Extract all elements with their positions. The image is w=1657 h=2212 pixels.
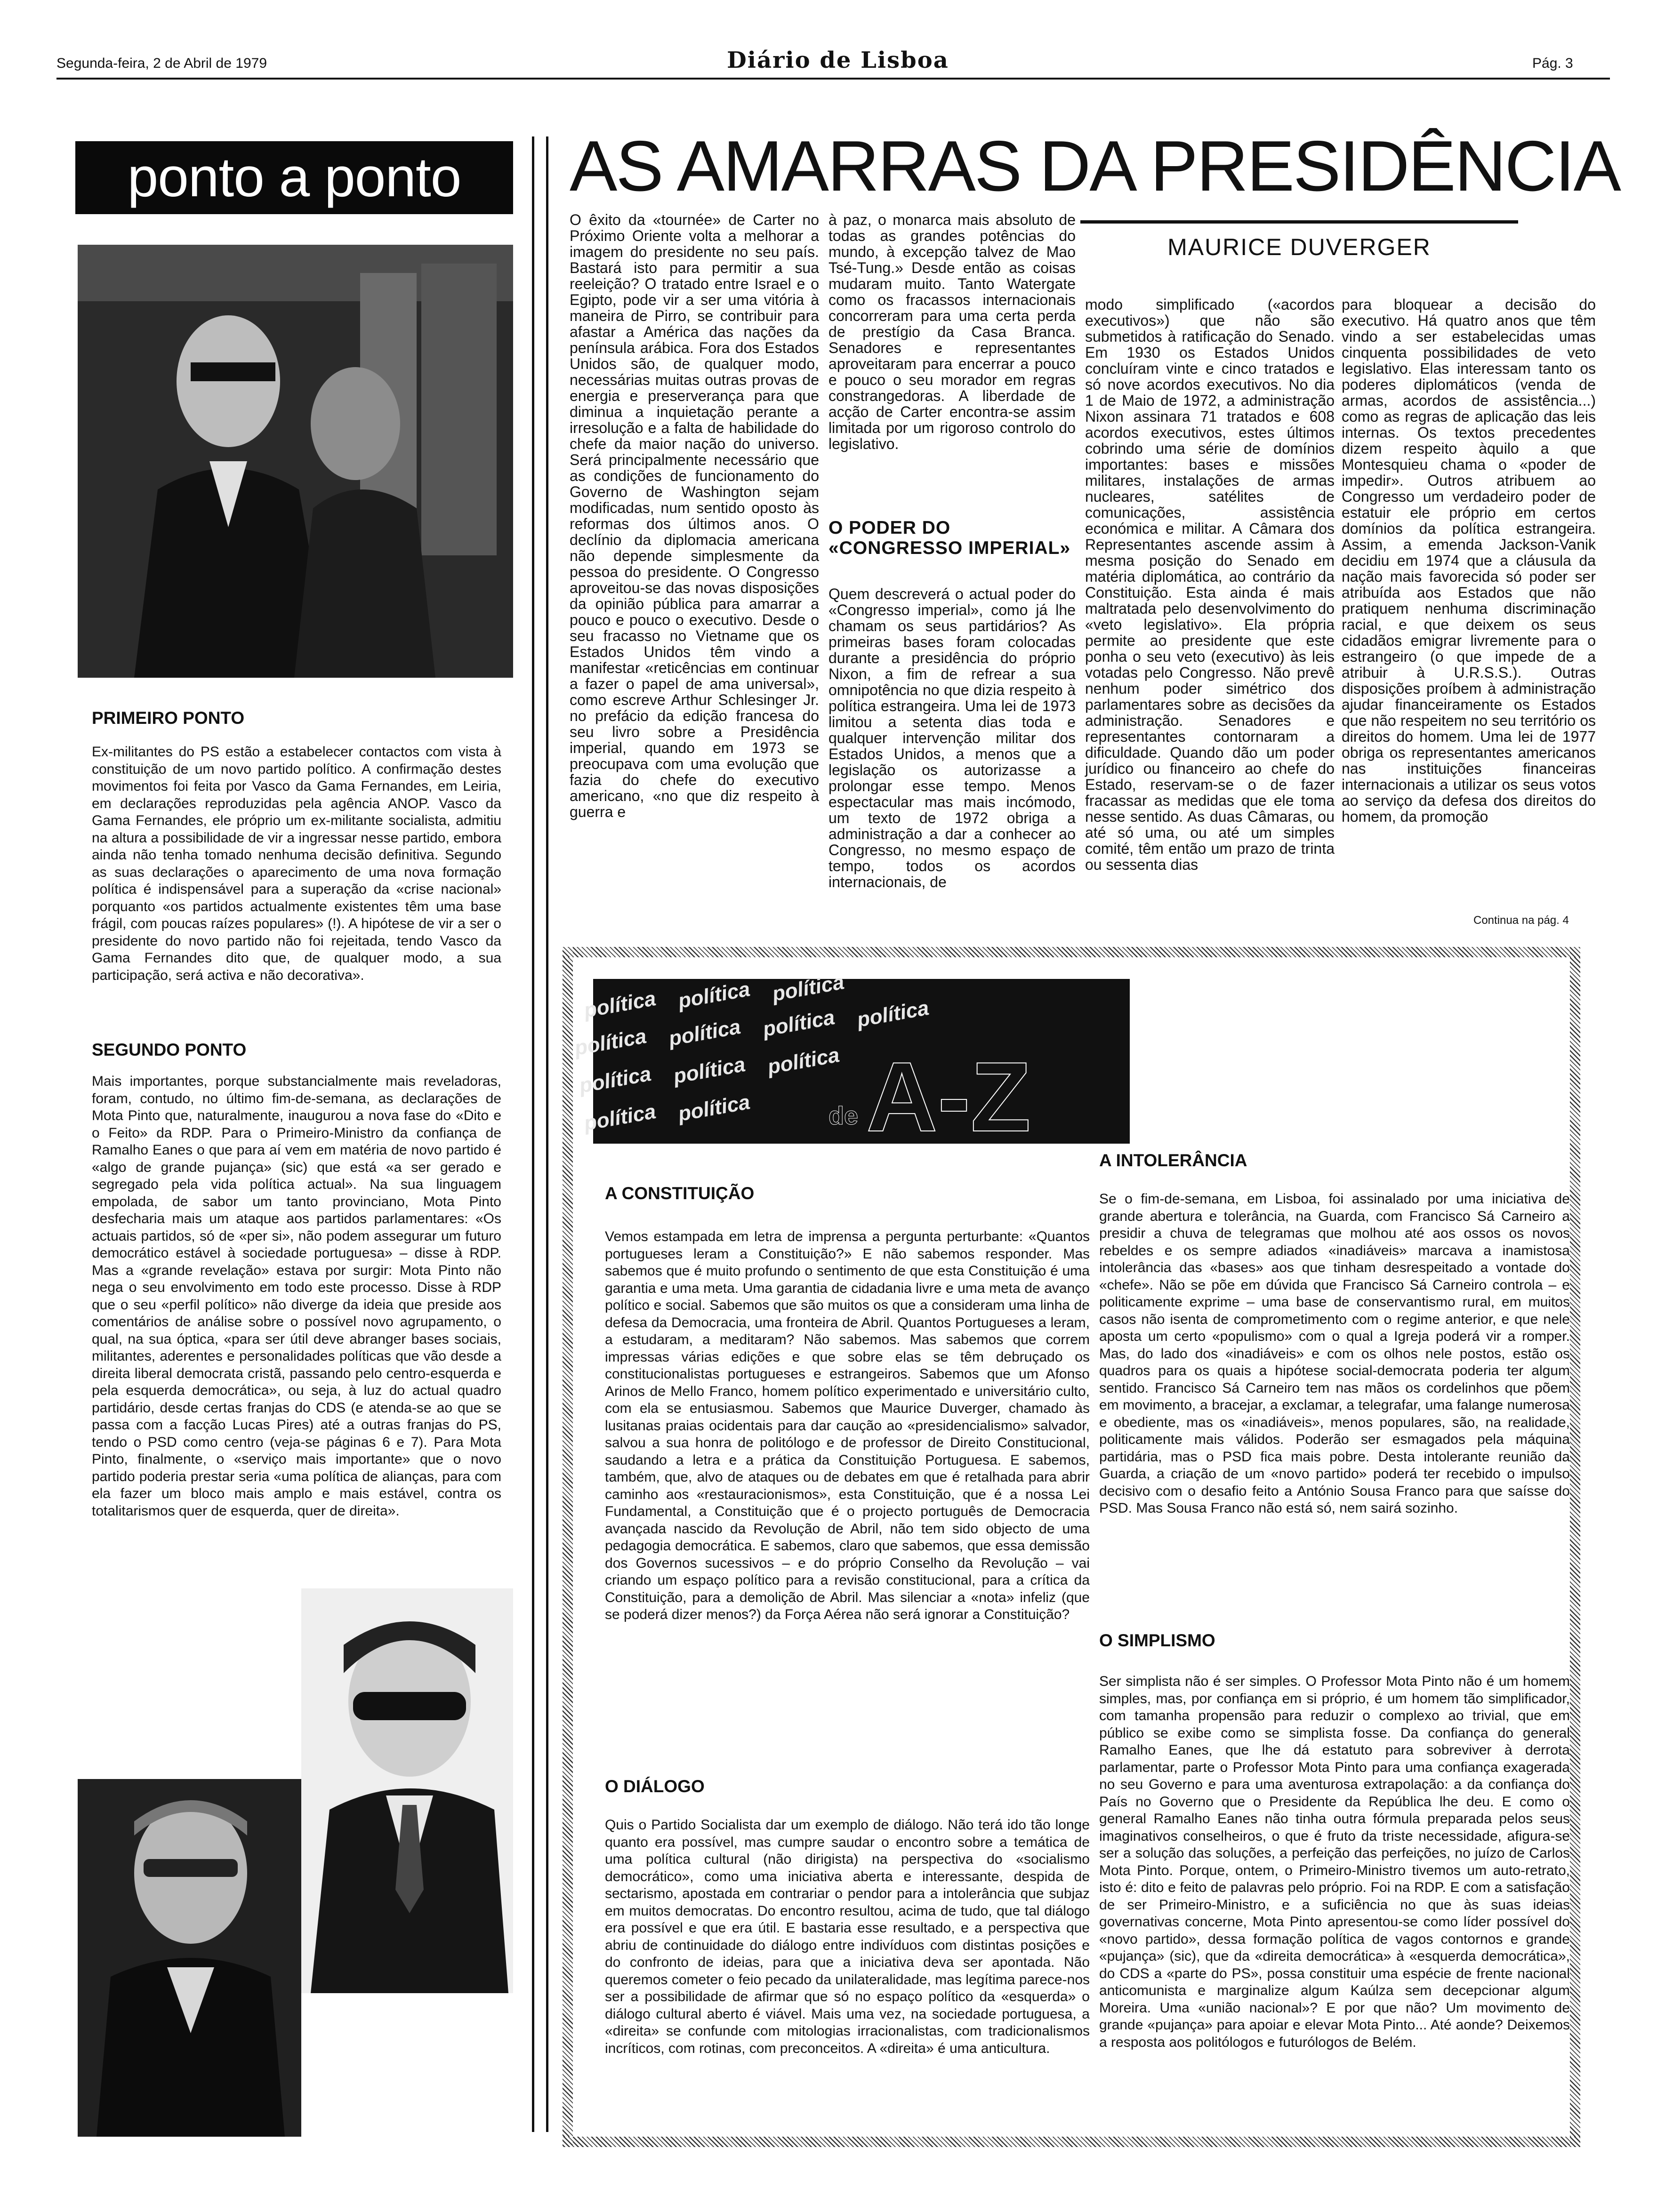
article-column-2a: à paz, o monarca mais absoluto de todas as grandes potências do mundo, à excepção talvez de Mao Tsé-Tung.» Desde então as coisas mudaram muito. Tanto Watergate como os fracassos internacionais concorreram para uma certa perda de prestígio da Casa Branca. Senadores e representantes aproveitaram para encerrar a pouco e pouco o seu morador em regras constrangedoras. A liberdade de acção de Carter encontra-se assim limitada por um rigoroso controlo do legislativo. xyxy=(828,211,1076,452)
banner-word: política xyxy=(765,1043,842,1079)
constituicao-text: Vemos estampada em letra de imprensa a pergunta perturbante: «Quantos portugueses leram a Constituição?» E não sabemos responder. Mas sabemos que é muito profundo o sentimento de que esta Constituição é uma garantia e uma meta. Uma garantia de cidadania livre e uma meta de avanço político e social. Sabemos que são muitos os que a consideram uma linha de defesa da Democracia, uma fronteira de Abril. Quantos Portugueses a leram, a estudaram, a meditaram? Não sabemos. Mas sabemos que correm impressas várias edições e que sobre elas se têm debruçado os constitucionalistas portugueses e estrangeiros. Sabemos que um Afonso Arinos de Mello Franco, homem político experimentado e universitário culto, com ela se entusiasmou. Sabemos que Maurice Duverger, chamado às lusitanas praias ocidentais para dar caução ao «presidencialismo» salvador, salvou a sua honra de politólogo e de professor de Direito Constitucional, saudando a letra e a prática da Constituição Portuguesa. E sabemos, também, que, alvo de ataques ou de debates em que é retalhada para abrir caminho aos «restauracionismos», esta Constituição, que é a nossa Lei Fundamental, a Constituição que é o projecto português de Democracia avançada nascido da Revolução de Abril, não tem sido objecto de uma pedagogia democrática. E sabemos, claro que sabemos, que essa demissão dos Governos sucessivos – e do próprio Conselho da Revolução – vai criando um espaço político para a revisão constitucional, para a crítica da Constituição, para a demolição de Abril. Mas silenciar a «nota» infeliz (que se poderá dizer menos?) da Força Aérea não será ignorar a Constituição? xyxy=(605,1229,1090,1622)
banner-word: política xyxy=(676,1090,752,1126)
banner-word: política xyxy=(577,1062,653,1098)
segundo-ponto-text: Mais importantes, porque substancialmente mais reveladoras, foram, contudo, no último fim-de-semana, as declarações de Mota Pinto que, naturalmente, inaugurou a nova fase do «Dito e o Feito» da RDP. Para o Primeiro-Ministro da confiança de Ramalho Eanes o que para aí vem em matéria de novo partido é «algo de grande pujança» (sic) que está «a ser gerado e segregado pela vida política actual». Na sua linguagem empolada, de sabor um tanto provinciano, Mota Pinto desfecharia mais um ataque aos partidos parlamentares: «Os actuais partidos, só de «per si», não podem assegurar um futuro democrático estável à sociedade portuguesa» – disse à RDP. Mas a «grande revelação» estava por surgir: Mota Pinto não nega o seu envolvimento em todo este processo. Disse à RDP que o seu «perfil político» não diverge da ideia que preside aos comentários de análise sobre o possível novo agrupamento, o qual, na sua óptica, «para ser útil deve abranger bases sociais, militantes, aderentes e personalidades políticas que vão desde a direita liberal democrata cristã, passando pelo centro-esquerda e pela esquerda democrática», ou seja, à luz do actual quadro partidário, desde certas franjas do CDS (e atenda-se ao que se passa com a facção Lucas Pires) até a outras franjas do PS, tendo o PSD como centro (veja-se páginas 6 e 7). Para Mota Pinto, finalmente, o «serviço mais importante» que o novo partido poderia prestar seria «uma política de alianças, para com ela fazer um bloco mais amplo e mais estável, contra os totalitarismos quer de esquerda, quer de direita». xyxy=(92,1074,501,1519)
segundo-ponto-heading: SEGUNDO PONTO xyxy=(92,1040,247,1059)
intolerancia-text: Se o fim-de-semana, em Lisboa, foi assinalado por uma iniciativa de grande abertura e tolerância, na Guarda, com Francisco Sá Carneiro a presidir a chuva de telegramas que molhou até aos ossos os novos rebeldes e os sempre adiados «inadiáveis» marcava a inamistosa intolerância das «bases» aos que tinham desrespeitado a vontade do «chefe». Não se põe em dúvida que Francisco Sá Carneiro controla – e politicamente exprime – uma base de conservantismo rural, em muitos casos não isenta de comprometimento com o regime anterior, e que nele aposta um certo «populismo» com o qual a Igreja poderá vir a romper. Mas, do lado dos «inadiáveis» e com os olhos nele postos, estão os quadros para os quais a hipótese social-democrata poderia ter algum sentido. Francisco Sá Carneiro tem nas mãos os cordelinhos que põem em movimento, a bracejar, a exclamar, a telegrafar, uma falange numerosa e obediente, mas os «inadiáveis», menos populares, são, na realidade, politicamente mais válidos. Poderão ser esmagados pela máquina partidária, mas o PSD fica mais pobre. Desta intolerante reunião da Guarda, a criação de um «novo partido» poderá ter recebido o impulso decisivo com o desafio feito a António Sousa Franco para que saísse do PSD. Mas Sousa Franco não está só, nem sairá sozinho. xyxy=(1099,1191,1570,1516)
masthead: Diário de Lisboa xyxy=(727,47,949,73)
simplismo-text: Ser simplista não é ser simples. O Professor Mota Pinto não é um homem simples, mas, por confiança em si próprio, é um homem tão simplificador, com tamanha propensão para reduzir o complexo ao trivial, que em público se exibe como se simplista fosse. Da confiança do general Ramalho Eanes, que lhe dá estatuto para sobreviver à derrota parlamentar, parte o Professor Mota Pinto para uma confiança exagerada no seu Governo e para uma aventurosa extrapolação: a da confiança do País no Governo que o Presidente da República lhe deu. E como o general Ramalho Eanes não tinha outra fórmula preparada pelos seus imaginativos conselheiros, o que é fruto da triste necessidade, afigura-se ser a solução das soluções, a perfeição das perfeições, no juízo de Carlos Mota Pinto. Porque, ontem, o Primeiro-Ministro tivemos um auto-retrato, isto é: dito e feito de palavras pelo próprio. Foi na RDP. E com a satisfação de ser Primeiro-Ministro, e a suficiência no que às suas ideias governativas concerne, Mota Pinto apresentou-se como líder possível do «novo partido», dessa formação política de vagos contornos e grande «pujança» (sic), que da «direita democrática» à «esquerda democrática», do CDS a «parte do PS», possa constituir uma espécie de frente nacional anticomunista e marginalize algum Kaúlza sem decepcionar algum Moreira. Uma «união nacional»? E por que não? Um movimento de grande «pujança» para apoiar e elevar Mota Pinto... Até aonde? Deixemos a resposta aos politólogos e futurólogos de Belém. xyxy=(1099,1674,1570,2050)
banner-prefix: de xyxy=(828,1102,859,1130)
banner-word: política xyxy=(667,1015,743,1051)
primeiro-ponto-text: Ex-militantes do PS estão a estabelecer contactos com vista à constituição de um novo partido político. A confirmação destes movimentos foi feita por Vasco da Gama Fernandes, em Leiria, em declarações reproduzidas pela agência ANOP. Vasco da Gama Fernandes, ele próprio um ex-militante socialista, admitiu na altura a possibilidade de vir a ingressar nesse partido, embora ainda não tenha tomado nenhuma decisão definitiva. Segundo as suas declarações o aparecimento de uma nova formação política é indispensável para a superação da «crise nacional» porquanto «os partidos actualmente existentes têm uma base frágil, com poucas raízes populares» (!). A hipótese de vir a ser o presidente do novo partido não foi rejeitada, tendo Vasco da Gama Fernandes dito que, de qualquer modo, a sua participação, será activa e não decorativa». xyxy=(92,744,501,983)
article-column-3: modo simplificado («acordos executivos») que não são submetidos à ratificação do Senado. Em 1930 os Estados Unidos concluíram vinte e cinco tratados e só nove acordos executivos. No dia 1 de Maio de 1972, a administração Nixon assinara 71 tratados e 608 acordos executivos, estes últimos cobrindo uma série de domínios importantes: bases e missões militares, instalações de armas nucleares, satélites de comunicações, assistência económica e militar. A Câmara dos Representantes ascende assim à mesma posição do Senado em matéria diplomática, ao contrário da Constituição. Esta ainda é mais maltratada pelo desenvolvimento do «veto legislativo». Ela própria permite ao presidente que este ponha o seu veto (executivo) às leis votadas pelo Congresso. Não prevê nenhum poder simétrico dos parlamentares sobre as decisões da administração. Senadores e representantes contornaram a dificuldade. Quando dão um poder jurídico ou financeiro ao chefe do Estado, reservam-se o de fazer fracassar as medidas que ele toma nesse sentido. As duas Câmaras, ou até só uma, ou até um simples comité, têm então um prazo de trinta ou sessenta dias xyxy=(1085,296,1335,873)
banner-az-letters: A-Z xyxy=(866,1042,1031,1152)
simplismo-heading: O SIMPLISMO xyxy=(1099,1631,1215,1650)
column-divider xyxy=(546,136,548,2132)
page-number: Pág. 3 xyxy=(1532,56,1573,71)
intolerancia-heading: A INTOLERÂNCIA xyxy=(1099,1151,1247,1170)
photo-two-men xyxy=(78,245,513,678)
banner-word: política xyxy=(855,996,931,1032)
issue-date: Segunda-feira, 2 de Abril de 1979 xyxy=(56,56,267,71)
dialogo-heading: O DIÁLOGO xyxy=(605,1777,705,1796)
dialogo-text: Quis o Partido Socialista dar um exemplo de diálogo. Não terá ido tão longe quanto era possível, mas cumpre saudar o encontro sobre a temática de uma política cultural (não dirigista) na perspectiva do «socialismo democrático», como uma iniciativa aberta e interessante, despida de sectarismo, apostada em contrariar o pendor para a intolerância que subjaz em muitos democratas. Do encontro resultou, acima de tudo, que tal diálogo era possível e que era útil. E bastaria esse resultado, e a perspectiva que abriu de continuidade do diálogo entre indivíduos com distintas posições e do confronto de ideias, para que a iniciativa deva ser apontada. Não queremos cometer o feio pecado da unilateralidade, mas legítima parece-nos ser a possibilidade de afirmar que só no espaço político da «esquerda» o diálogo cultural aberto é viável. Mais uma vez, na sociedade portuguesa, a «direita» se confunde com mitologias irracionalistas, com tradicionalismos incríticos, com rotinas, com preconceitos. A «direita» é uma anticultura. xyxy=(605,1817,1090,2056)
header-rule xyxy=(56,78,1610,80)
article-title: AS AMARRAS DA PRESIDÊNCIA xyxy=(570,126,1620,206)
banner-word: política xyxy=(572,1025,649,1060)
photo-elderly-man xyxy=(78,1779,301,2137)
primeiro-ponto-heading: PRIMEIRO PONTO xyxy=(92,708,245,728)
column-divider xyxy=(532,136,534,2132)
article-column-4: para bloquear a decisão do executivo. Há quatro anos que têm vindo a ser estabelecidas umas cinquenta possibilidades de veto legislativo. Elas interessam tanto os poderes diplomáticos (venda de armas, acordos de assistência...) como as regras de aplicação das leis internas. Os textos precedentes dizem respeito àquilo a que Montesquieu chama o «poder de impedir». Outros atribuem ao Congresso um verdadeiro poder de estatuir ele próprio em certos domínios da política estrangeira. Assim, a emenda Jackson-Vanik decidiu em 1974 que a cláusula da nação mais favorecida só poder ser atribuída aos Estados que não pratiquem nenhuma discriminação racial, e que deixem os seus cidadãos emigrar livremente para o estrangeiro (o que impede de a atribuir à U.R.S.S.). Outras disposições proíbem à administração ajudar financeiramente os Estados que não respeitem no seu território os direitos do homem. Uma lei de 1977 obriga os representantes americanos nas instituições financeiras internacionais a utilizar os seus votos ao serviço da defesa dos direitos do homem, da promoção xyxy=(1342,296,1596,825)
banner-word: política xyxy=(676,978,752,1013)
banner-word: política xyxy=(671,1053,748,1089)
article-column-2b: Quem descreverá o actual poder do «Congresso imperial», como já lhe chamam os seus partidários? As primeiras bases foram colocadas durante a presidência do próprio Nixon, a fim de refrear a sua omnipotência no que dizia respeito à política estrangeira. Uma lei de 1973 limitou a setenta dias toda e qualquer intervenção militar dos Estados Unidos, a menos que a legislação os autorizasse a prolongar esse tempo. Menos espectacular mas mais incómodo, um texto de 1972 obriga a administração a dar a conhecer ao Congresso, no mesmo espaço de tempo, todos os acordos internacionais, de xyxy=(828,585,1076,890)
section-banner: ponto a ponto xyxy=(75,141,513,214)
banner-word: política xyxy=(582,987,658,1023)
author-byline: MAURICE DUVERGER xyxy=(1080,220,1518,267)
article-subheading: O PODER DO «CONGRESSO IMPERIAL» xyxy=(828,518,1071,558)
constituicao-heading: A CONSTITUIÇÃO xyxy=(605,1184,755,1203)
banner-word: política xyxy=(582,1100,658,1136)
article-column-1: O êxito da «tournée» de Carter no Próximo Oriente volta a melhorar a imagem do presidente no seu país. Bastará isto para permitir a sua reeleição? O tratado entre Israel e o Egipto, pode vir a ser uma vitória à maneira de Pirro, se contribuir para afastar a América das nações da península arábica. Fora dos Estados Unidos são, de qualquer modo, necessárias muitas outras provas de energia e preserverança para que diminua a inquietação perante a irresolução e a falta de habilidade do chefe da maior nação do universo. Será principalmente necessário que as condições de funcionamento do Governo de Washington sejam modificadas, num sentido oposto às reformas dos últimos anos. O declínio da diplomacia americana não depende simplesmente da pessoa do presidente. O Congresso aproveitou-se das novas disposições da opinião pública para amarrar a pouco e pouco o executivo. Desde o seu fracasso no Vietname que os Estados Unidos têm vindo a manifestar «reticências em continuar a fazer o papel de ama universal», como escreve Arthur Schlesinger Jr. no prefácio da edição francesa do seu livro sobre a Presidência imperial, quando em 1973 se preocupava com uma evolução que fazia do chefe do executivo americano, «no que diz respeito à guerra e xyxy=(570,211,819,820)
banner-word: política xyxy=(761,1006,837,1042)
banner-word: política xyxy=(770,970,846,1006)
az-banner xyxy=(572,970,1130,1152)
continued-note: Continua na pág. 4 xyxy=(1473,914,1569,927)
photo-man-sunglasses xyxy=(301,1588,513,1993)
